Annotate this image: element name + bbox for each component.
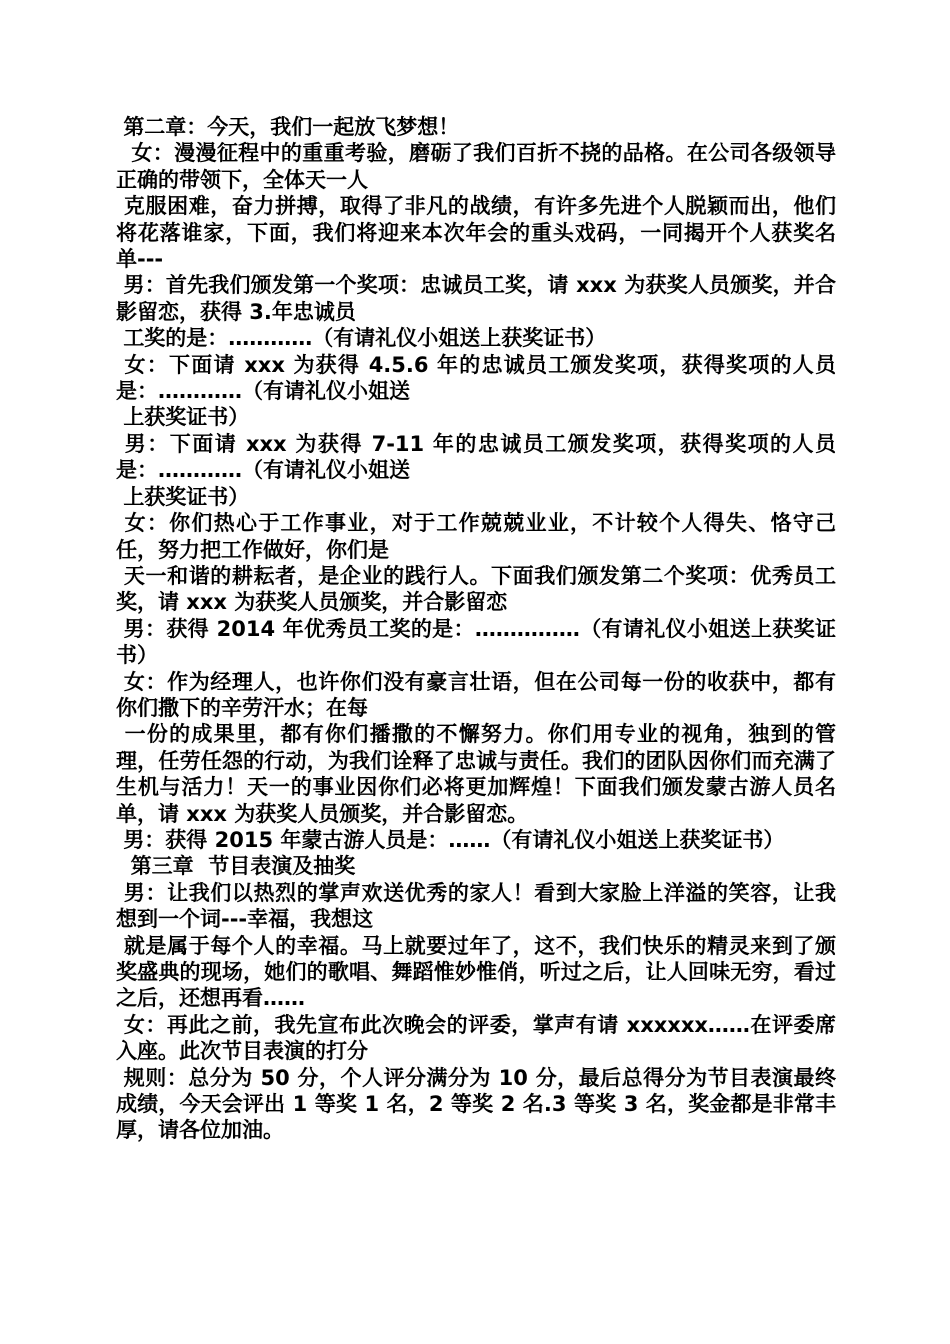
chapter-two-heading: 第二章：今天，我们一起放飞梦想！: [116, 115, 460, 139]
paragraph: 工奖的是：…………（有请礼仪小姐送上获奖证书）: [116, 326, 607, 351]
paragraph: 克服困难，奋力拼搏，取得了非凡的战绩，有许多先进个人脱颖而出，他们将花落谁家，下面，我们将迎来本次年会的重头戏码，一同揭开个人获奖名单---: [116, 194, 837, 272]
paragraph: 上获奖证书）: [116, 405, 250, 430]
paragraph: 女：漫漫征程中的重重考验，磨砺了我们百折不挠的品格。在公司各级领导正确的带领下，全体天一人: [116, 141, 837, 192]
paragraph: 规则：总分为 50 分，个人评分满分为 10 分，最后总得分为节目表演最终成绩，今天会评出 1 等奖 1 名，2 等奖 2 名.3 等奖 3 名，奖金都是非常丰厚，请各位加油。: [116, 1065, 836, 1143]
paragraph: 男：让我们以热烈的掌声欢送优秀的家人！看到大家脸上洋溢的笑容，让我想到一个词---幸福，我想这: [116, 880, 837, 932]
paragraph: 女：再此之前，我先宣布此次晚会的评委，掌声有请 xxxxxx……在评委席入座。此次节目表演的打分: [116, 1012, 836, 1064]
paragraph: 女：下面请 xxx 为获得 4.5.6 年的忠诚员工颁发奖项，获得奖项的人员是：…………（有请礼仪小姐送: [116, 352, 836, 404]
paragraph: 上获奖证书）: [116, 484, 250, 509]
paragraph: 男：下面请 xxx 为获得 7-11 年的忠诚员工颁发奖项，获得奖项的人员是：…………（有请礼仪小姐送: [116, 431, 837, 483]
chapter-three-heading: 第三章 节目表演及抽奖: [116, 854, 356, 879]
paragraph: 就是属于每个人的幸福。马上就要过年了，这不，我们快乐的精灵来到了颁奖盛典的现场，她们的歌唱、舞蹈惟妙惟俏，听过之后，让人回味无穷，看过之后，还想再看……: [116, 933, 837, 1011]
paragraph: 男：首先我们颁发第一个奖项：忠诚员工奖，请 xxx 为获奖人员颁奖，并合影留恋，获得 3.年忠诚员: [116, 273, 836, 324]
paragraph: 女：作为经理人，也许你们没有豪言壮语，但在公司每一份的收获中，都有你们撒下的辛劳汗水；在每: [116, 669, 837, 720]
paragraph: 女：你们热心于工作事业，对于工作兢兢业业，不计较个人得失、恪守己任，努力把工作做好，你们是: [116, 511, 837, 562]
paragraph: 男：获得 2015 年蒙古游人员是：……（有请礼仪小姐送上获奖证书）: [116, 827, 785, 852]
document-body: [116, 114, 836, 1144]
paragraph: 天一和谐的耕耘者，是企业的践行人。下面我们颁发第二个奖项：优秀员工奖，请 xxx 为获奖人员颁奖，并合影留恋: [116, 563, 837, 615]
paragraph: 男：获得 2014 年优秀员工奖的是：……………（有请礼仪小姐送上获奖证书）: [116, 616, 836, 668]
paragraph: 一份的成果里，都有你们播撒的不懈努力。你们用专业的视角，独到的管理，任劳任怨的行动，为我们诠释了忠诚与责任。我们的团队因你们而充满了生机与活力！天一的事业因你们必将更加辉煌！下面我们颁发蒙古游人员名单，请 xxx 为获奖人员颁奖，并合影留恋。: [116, 722, 837, 826]
